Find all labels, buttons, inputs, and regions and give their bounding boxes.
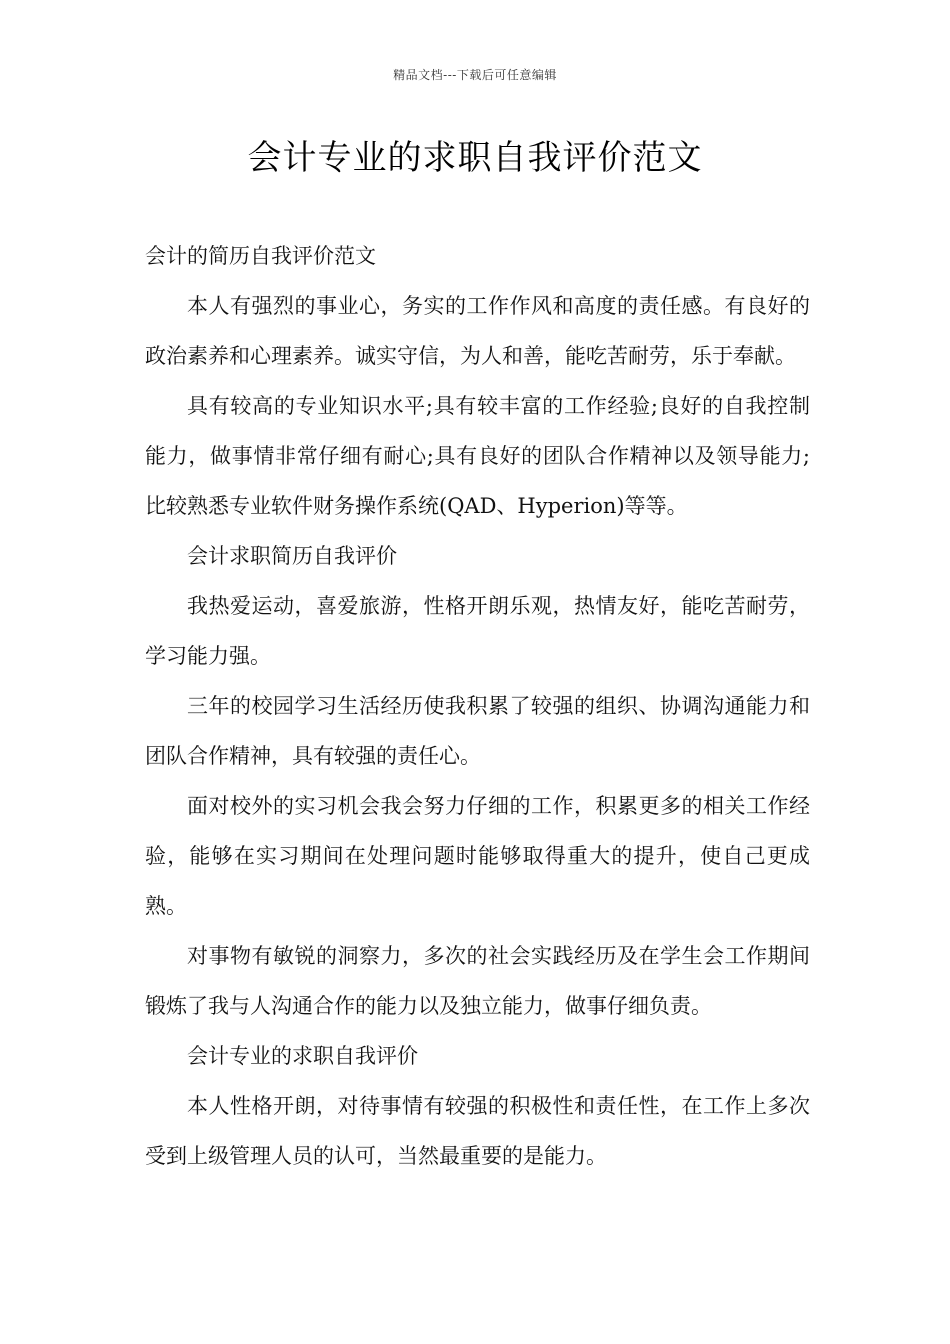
paragraph: 三年的校园学习生活经历使我积累了较强的组织、协调沟通能力和团队合作精神，具有较强的责任心。 (145, 694, 810, 768)
paragraph: 面对校外的实习机会我会努力仔细的工作，积累更多的相关工作经验，能够在实习期间在处理问题时能够取得重大的提升，使自己更成熟。 (145, 794, 810, 918)
paragraph: 本人性格开朗，对待事情有较强的积极性和责任性，在工作上多次受到上级管理人员的认可，当然最重要的是能力。 (145, 1094, 810, 1168)
paragraph: 我热爱运动，喜爱旅游，性格开朗乐观，热情友好，能吃苦耐劳，学习能力强。 (145, 594, 810, 668)
section-heading: 会计专业的求职自我评价 (187, 1044, 418, 1068)
section-heading: 会计的简历自我评价范文 (145, 244, 376, 268)
paragraph: 本人有强烈的事业心，务实的工作作风和高度的责任感。有良好的政治素养和心理素养。诚实守信，为人和善，能吃苦耐劳，乐于奉献。 (145, 294, 810, 368)
document-title: 会计专业的求职自我评价范文 (247, 138, 703, 178)
section-heading: 会计求职简历自我评价 (187, 544, 397, 568)
header-note: 精品文档---下载后可任意编辑 (393, 68, 557, 82)
paragraph: 对事物有敏锐的洞察力，多次的社会实践经历及在学生会工作期间锻炼了我与人沟通合作的能力以及独立能力，做事仔细负责。 (145, 944, 810, 1018)
document-body (145, 231, 810, 1181)
paragraph: 具有较高的专业知识水平;具有较丰富的工作经验;良好的自我控制能力，做事情非常仔细有耐心;具有良好的团队合作精神以及领导能力;比较熟悉专业软件财务操作系统(QAD、Hyperion)等等。 (145, 394, 810, 518)
